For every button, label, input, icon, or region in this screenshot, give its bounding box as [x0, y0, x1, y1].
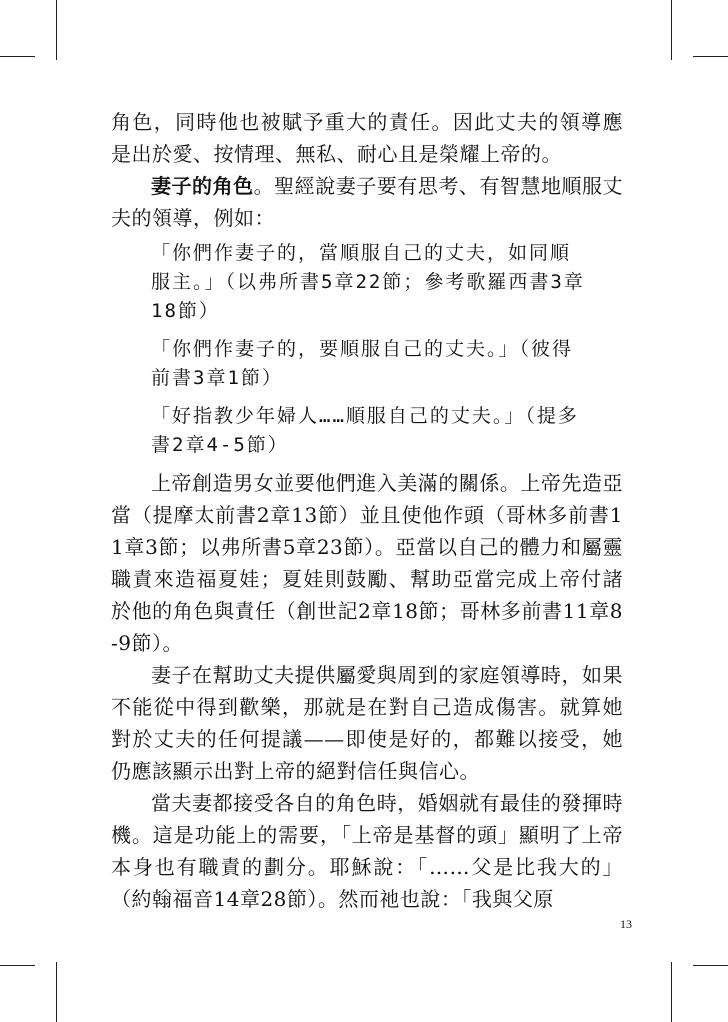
crop-mark-bottom-left-horizontal [0, 965, 35, 966]
paragraph-roles: 當夫妻都接受各自的角色時，婚姻就有最佳的發揮時機。這是功能上的需要，「上帝是基督的頭」顯明了上帝本身也有職責的劃分。耶穌說：「……父是比我大的」（約翰福音14章28節）。然而祂也說：「我與父原 [111, 791, 623, 911]
crop-mark-bottom-left-vertical [56, 962, 57, 1022]
scripture-quote-ephesians: 「你們作妻子的，當順服自己的丈夫，如同順服主。」（以弗所書5章22節；參考歌羅西書3章18節） [151, 242, 585, 322]
scripture-quotes [151, 239, 591, 460]
paragraph-creation: 上帝創造男女並要他們進入美滿的關係。上帝先造亞當（提摩太前書2章13節）並且使他作頭（哥林多前書11章3節；以弗所書5章23節）。亞當以自己的體力和屬靈職責來造福夏娃；夏娃則鼓勵、幫助亞當完成上帝付諸於他的角色與責任（創世記2章18節；哥林多前書11章8-9節）。 [111, 471, 623, 655]
crop-mark-bottom-right-horizontal [693, 965, 728, 966]
crop-mark-bottom-right-vertical [671, 962, 672, 1022]
paragraph-wife-role [111, 170, 623, 234]
paragraph-continuation: 角色，同時他也被賦予重大的責任。因此丈夫的領導應是出於愛、按情理、無私、耐心且是榮耀上帝的。 [111, 110, 623, 166]
scripture-quote-peter: 「你們作妻子的，要順服自己的丈夫。」（彼得前書3章1節） [151, 338, 574, 389]
scripture-quote-titus: 「好指教少年婦人……順服自己的丈夫。」（提多書2章4-5節） [151, 405, 579, 456]
inline-heading-wife-role: 妻子的角色 [151, 174, 254, 198]
crop-mark-top-right-horizontal [693, 56, 728, 57]
crop-mark-top-right-vertical [671, 0, 672, 60]
paragraph-wife-helping: 妻子在幫助丈夫提供屬愛與周到的家庭領導時，如果不能從中得到歡樂，那就是在對自己造成傷害。就算她對於丈夫的任何提議——即使是好的，都難以接受，她仍應該顯示出對上帝的絕對信任與信心。 [111, 663, 623, 783]
crop-mark-top-left-horizontal [0, 56, 35, 57]
page-number: 13 [620, 917, 632, 931]
crop-mark-top-left-vertical [56, 0, 57, 60]
page-body [111, 106, 623, 915]
paragraph-wife-role-text: 。聖經說妻子要有思考、有智慧地順服丈夫的領導，例如： [111, 174, 624, 230]
